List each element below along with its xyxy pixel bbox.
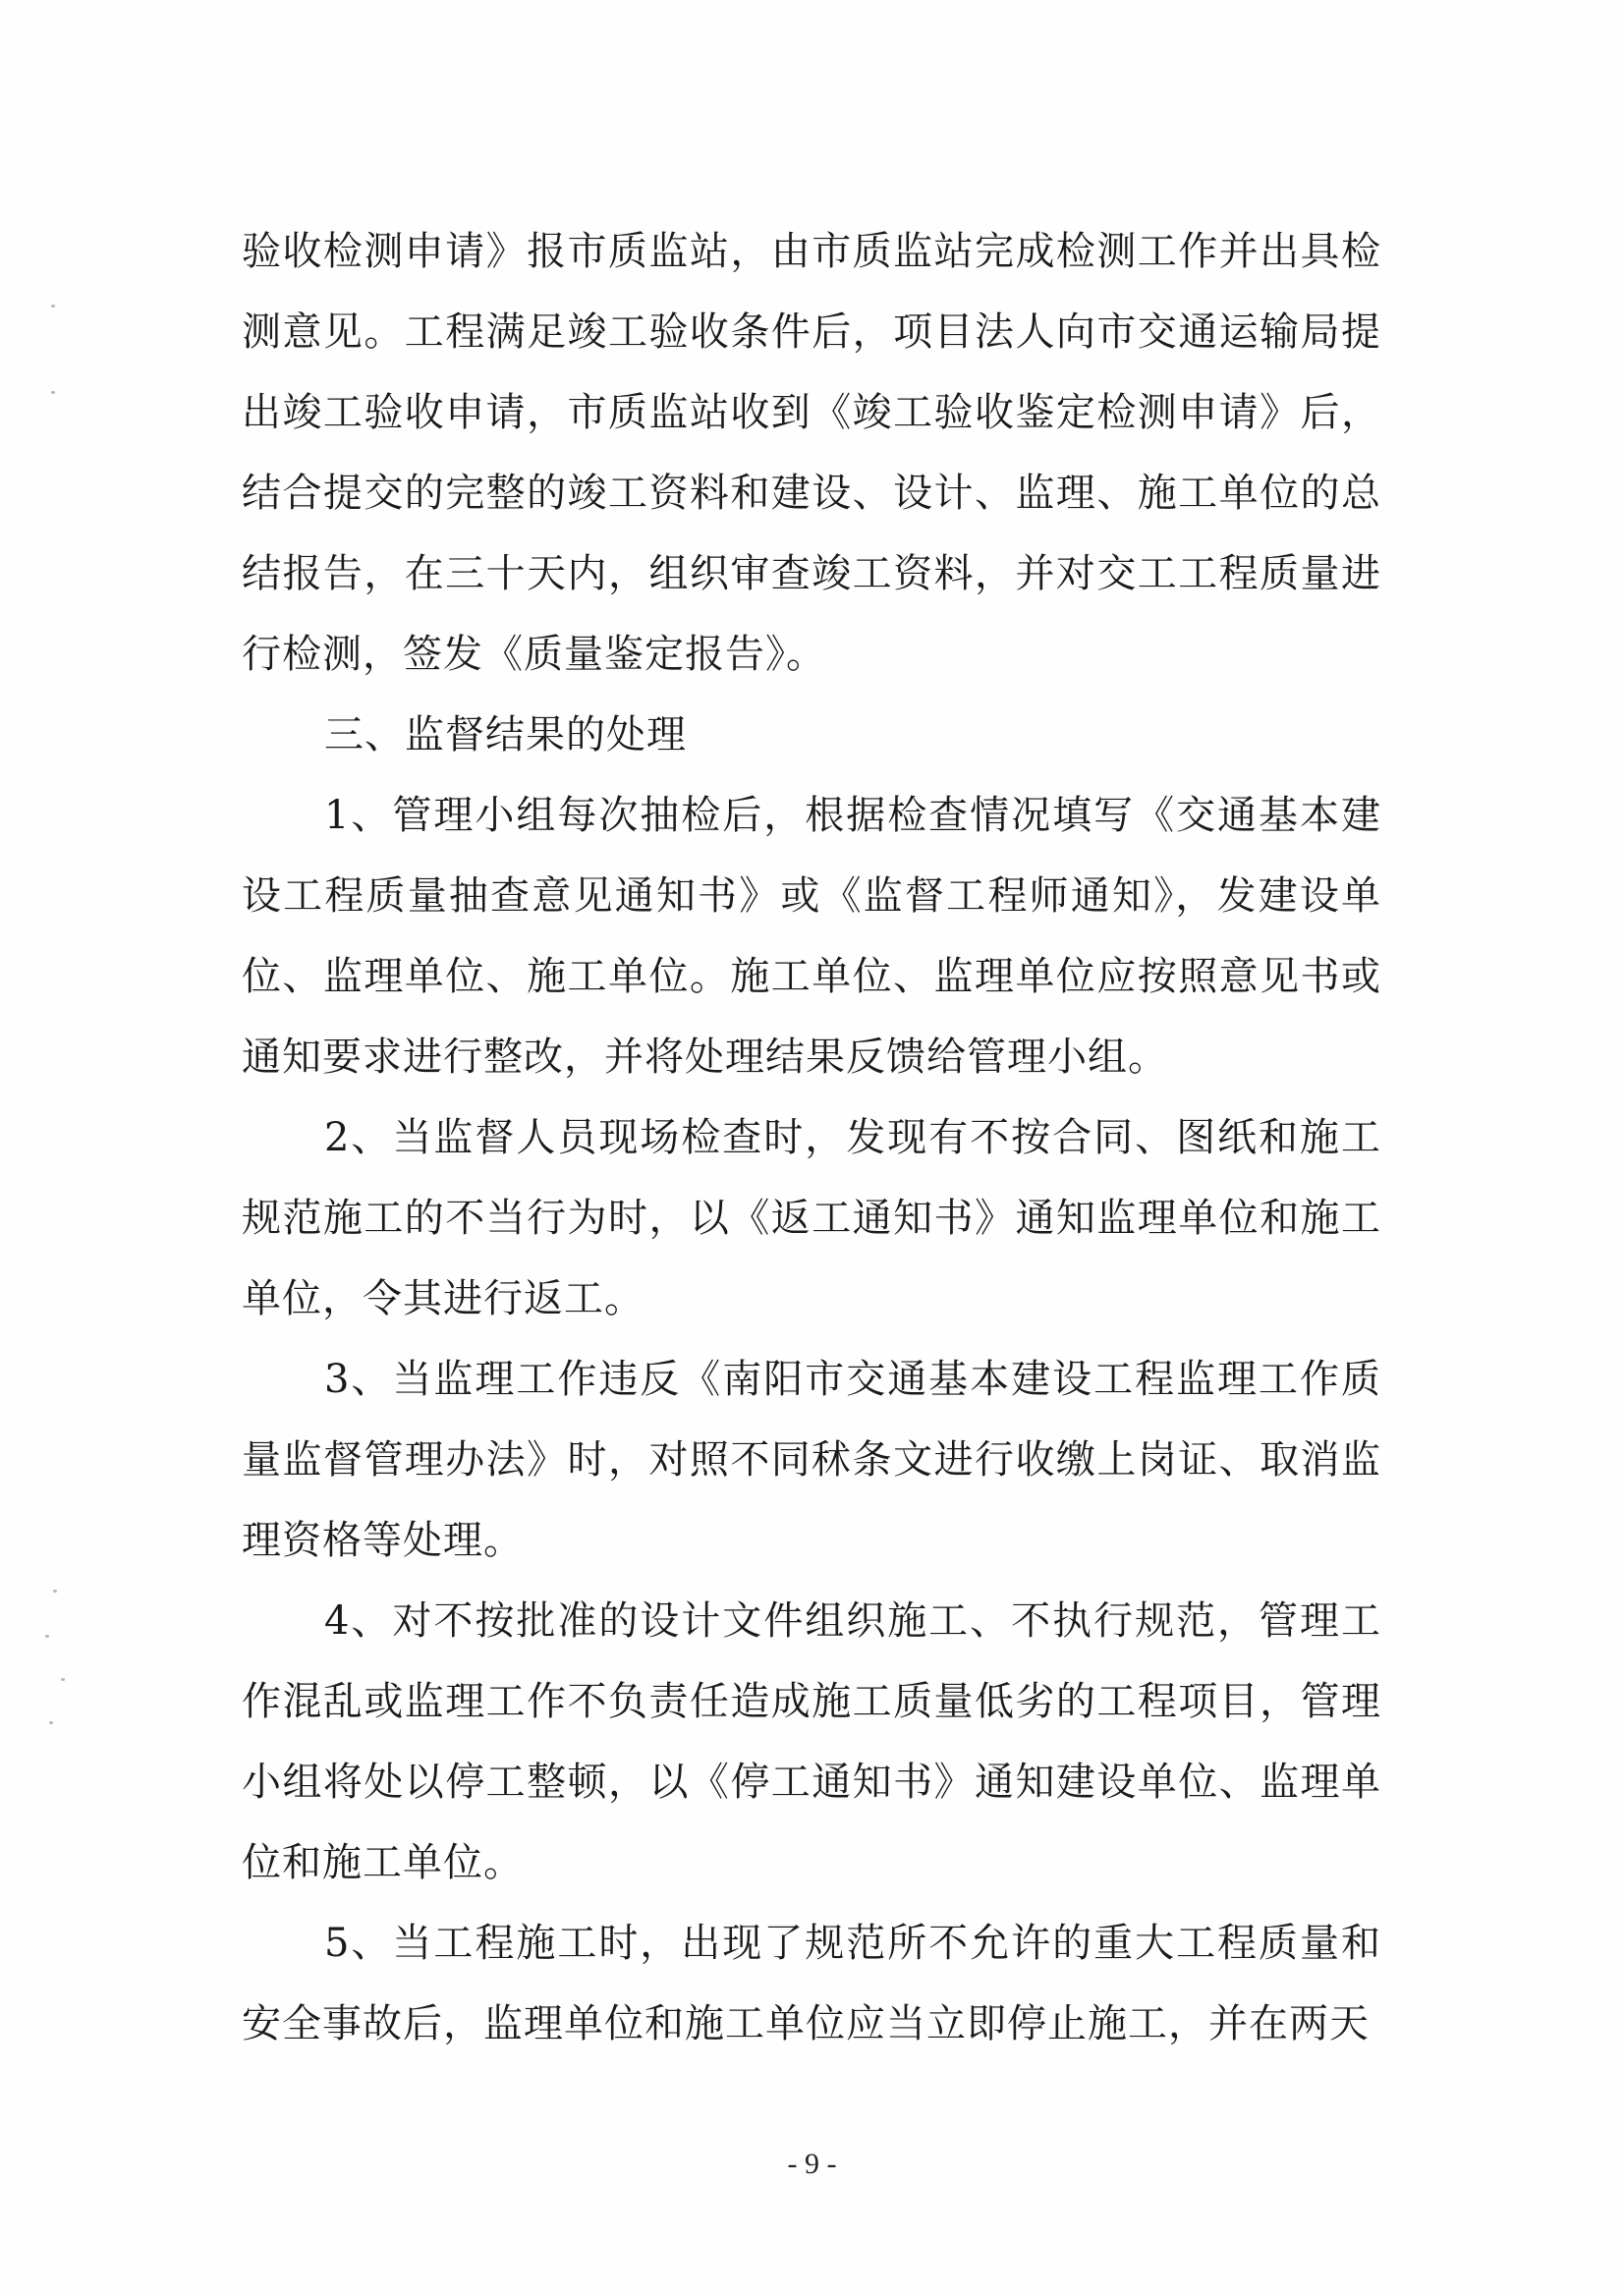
list-item-3: 3、当监理工作违反《南阳市交通基本建设工程监理工作质量监督管理办法》时，对照不同秫条文进行收缴上岗证、取消监理资格等处理。 [242,1357,1381,1563]
scan-speck [53,1590,57,1593]
scan-speck [49,1721,53,1724]
scan-speck [45,1635,49,1638]
list-item-1: 1、管理小组每次抽检后，根据检查情况填写《交通基本建设工程质量抽查意见通知书》或《监督工程师通知》，发建设单位、监理单位、施工单位。施工单位、监理单位应按照意见书或通知要求进行整改，并将处理结果反馈给管理小组。 [242,793,1381,1080]
paragraph-continuation: 验收检测申请》报市质监站，由市质监站完成检测工作并出具检测意见。工程满足竣工验收条件后，项目法人向市交通运输局提出竣工验收申请，市质监站收到《竣工验收鉴定检测申请》后，结合提交的完整的竣工资料和建设、设计、监理、施工单位的总结报告，在三十天内，组织审查竣工资料，并对交工工程质量进行检测，签发《质量鉴定报告》。 [242,229,1381,677]
list-item-2: 2、当监督人员现场检查时，发现有不按合同、图纸和施工规范施工的不当行为时，以《返工通知书》通知监理单位和施工单位，令其进行返工。 [242,1115,1381,1321]
page-number: - 9 - [787,2148,837,2180]
body-text [242,211,1381,2064]
section-heading: 三、监督结果的处理 [324,712,687,757]
scan-speck [51,305,55,308]
list-item-5: 5、当工程施工时，出现了规范所不允许的重大工程质量和安全事故后，监理单位和施工单位应当立即停止施工，并在两天 [242,1921,1381,2046]
scan-speck [51,391,55,394]
list-item-4: 4、对不按批准的设计文件组织施工、不执行规范，管理工作混乱或监理工作不负责任造成施工质量低劣的工程项目，管理小组将处以停工整顿，以《停工通知书》通知建设单位、监理单位和施工单位。 [242,1598,1381,1885]
scan-speck [61,1678,65,1681]
